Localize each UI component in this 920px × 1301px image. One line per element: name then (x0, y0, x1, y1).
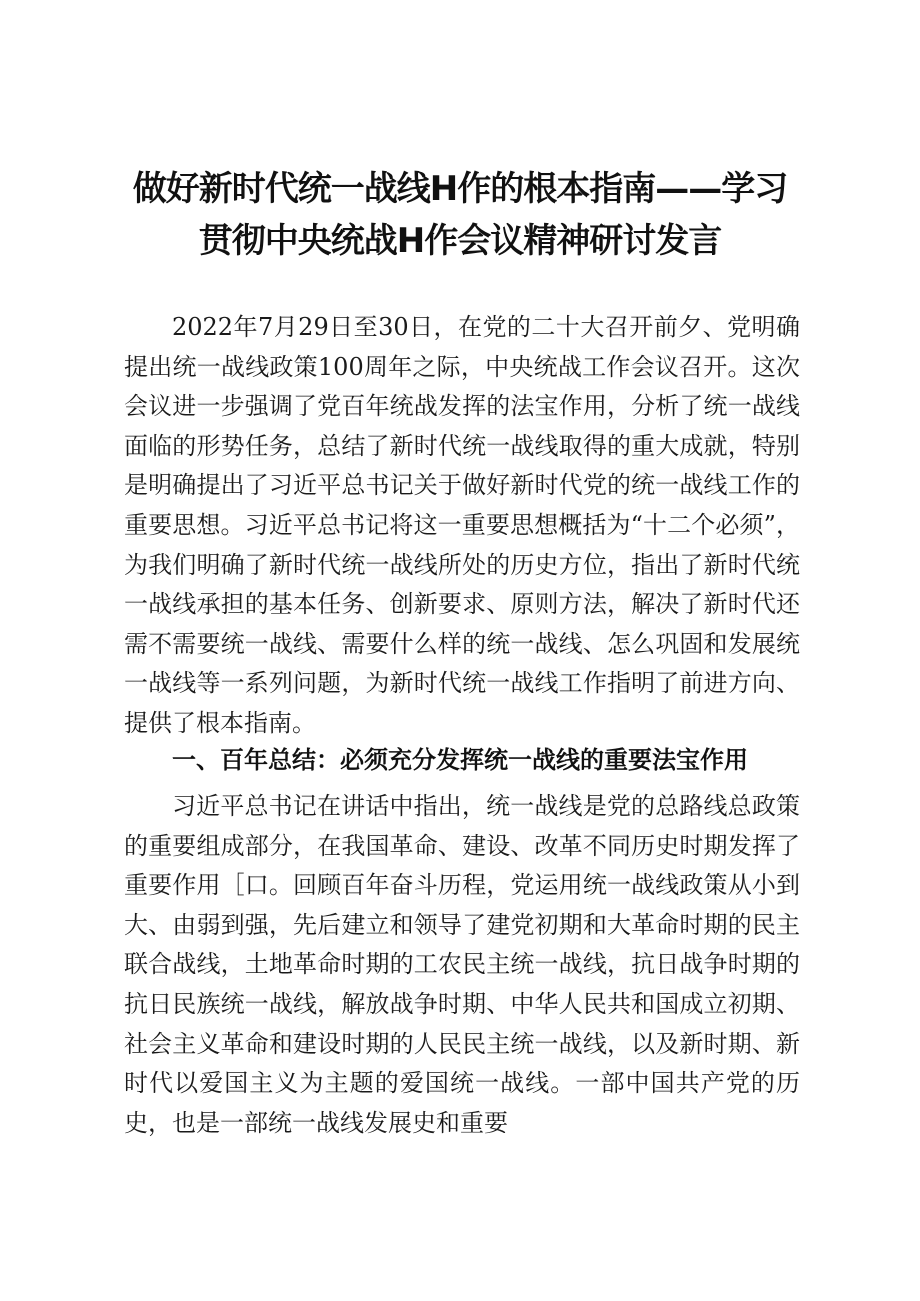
intro-paragraph: 2022年7月29日至30日，在党的二十大召开前夕、党明确提出统一战线政策100周年之际，中央统战工作会议召开。这次会议进一步强调了党百年统战发挥的法宝作用，分析了统一战线面临的形势任务，总结了新时代统一战线取得的重大成就，特别是明确提出了习近平总书记关于做好新时代党的统一战线工作的重要思想。习近平总书记将这一重要思想概括为“十二个必须”，为我们明确了新时代统一战线所处的历史方位，指出了新时代统一战线承担的基本任务、创新要求、原则方法，解决了新时代还需不需要统一战线、需要什么样的统一战线、怎么巩固和发展统一战线等一系列问题，为新时代统一战线工作指明了前进方向、提供了根本指南。 (124, 313, 800, 737)
document-title-line-2: 贯彻中央统战H作会议精神研讨发言 (198, 221, 722, 261)
section1-paragraph: 习近平总书记在讲话中指出，统一战线是党的总路线总政策的重要组成部分，在我国革命、建设、改革不同历史时期发挥了重要作用［口。回顾百年奋斗历程，党运用统一战线政策从小到大、由弱到强，先后建立和领导了建党初期和大革命时期的民主联合战线，土地革命时期的工农民主统一战线，抗日战争时期的抗日民族统一战线，解放战争时期、中华人民共和国成立初期、社会主义革命和建设时期的人民民主统一战线，以及新时期、新时代以爱国主义为主题的爱国统一战线。一部中国共产党的历史，也是一部统一战线发展史和重要 (124, 792, 800, 1137)
section-heading-1: 一、百年总结：必须充分发挥统一战线的重要法宝作用 (172, 746, 748, 774)
document-title-line-1: 做好新时代统一战线H作的根本指南——学习 (132, 169, 788, 209)
